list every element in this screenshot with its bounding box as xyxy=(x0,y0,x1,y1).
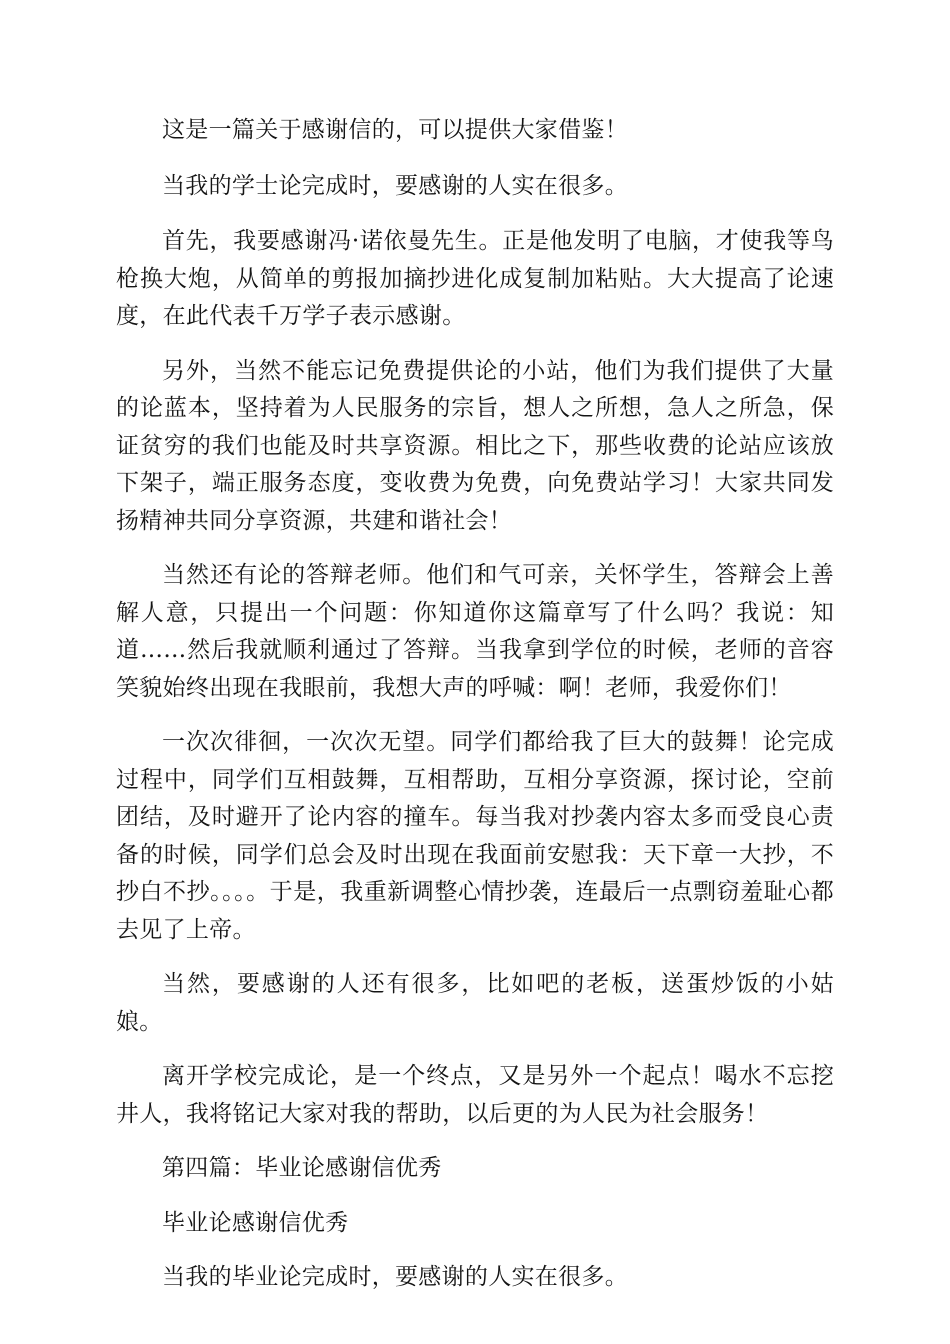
thanks-free-sites-paragraph: 另外，当然不能忘记免费提供论的小站，他们为我们提供了大量的论蓝本，坚持着为人民服务的宗旨，想人之所想，急人之所急，保证贫穷的我们也能及时共享资源。相比之下，那些收费的论站应该放下架子，端正服务态度，变收费为免费，向免费站学习！大家共同发扬精神共同分享资源，共建和谐社会！ xyxy=(116,357,834,534)
thanks-teachers-paragraph: 当然还有论的答辩老师。他们和气可亲，关怀学生，答辩会上善解人意，只提出一个问题：你知道你这篇章写了什么吗？我说：知道……然后我就顺利通过了答辩。当我拿到学位的时候，老师的音容笑貌始终出现在我眼前，我想大声的呼喊：啊！老师，我爱你们！ xyxy=(116,562,834,701)
closing-paragraph: 离开学校完成论，是一个终点，又是另外一个起点！喝水不忘挖井人，我将铭记大家对我的帮助，以后更的为人民为社会服务！ xyxy=(116,1063,834,1127)
thanks-classmates-paragraph: 一次次徘徊，一次次无望。同学们都给我了巨大的鼓舞！论完成过程中，同学们互相鼓舞，互相帮助，互相分享资源，探讨论，空前团结，及时避开了论内容的撞车。每当我对抄袭内容太多而受良心责备的时候，同学们总会及时出现在我面前安慰我：天下章一大抄，不抄白不抄。。。。于是，我重新调整心情抄袭，连最后一点剽窃羞耻心都去见了上帝。 xyxy=(116,729,834,943)
document-body xyxy=(116,112,834,1314)
thanks-others-paragraph: 当然，要感谢的人还有很多，比如吧的老板，送蛋炒饭的小姑娘。 xyxy=(116,971,834,1035)
thanks-von-neumann-paragraph: 首先，我要感谢冯·诺依曼先生。正是他发明了电脑，才使我等鸟枪换大炮，从简单的剪报加摘抄进化成复制加粘贴。大大提高了论速度，在此代表千万学子表示感谢。 xyxy=(116,228,834,329)
section-heading: 第四篇：毕业论感谢信优秀 xyxy=(162,1155,442,1181)
section-subtitle: 毕业论感谢信优秀 xyxy=(162,1209,349,1236)
section-opening-paragraph: 当我的毕业论完成时，要感谢的人实在很多。 xyxy=(162,1264,628,1290)
intro-paragraph: 这是一篇关于感谢信的，可以提供大家借鉴！ xyxy=(162,117,628,143)
opening-paragraph: 当我的学士论完成时，要感谢的人实在很多。 xyxy=(162,172,628,199)
